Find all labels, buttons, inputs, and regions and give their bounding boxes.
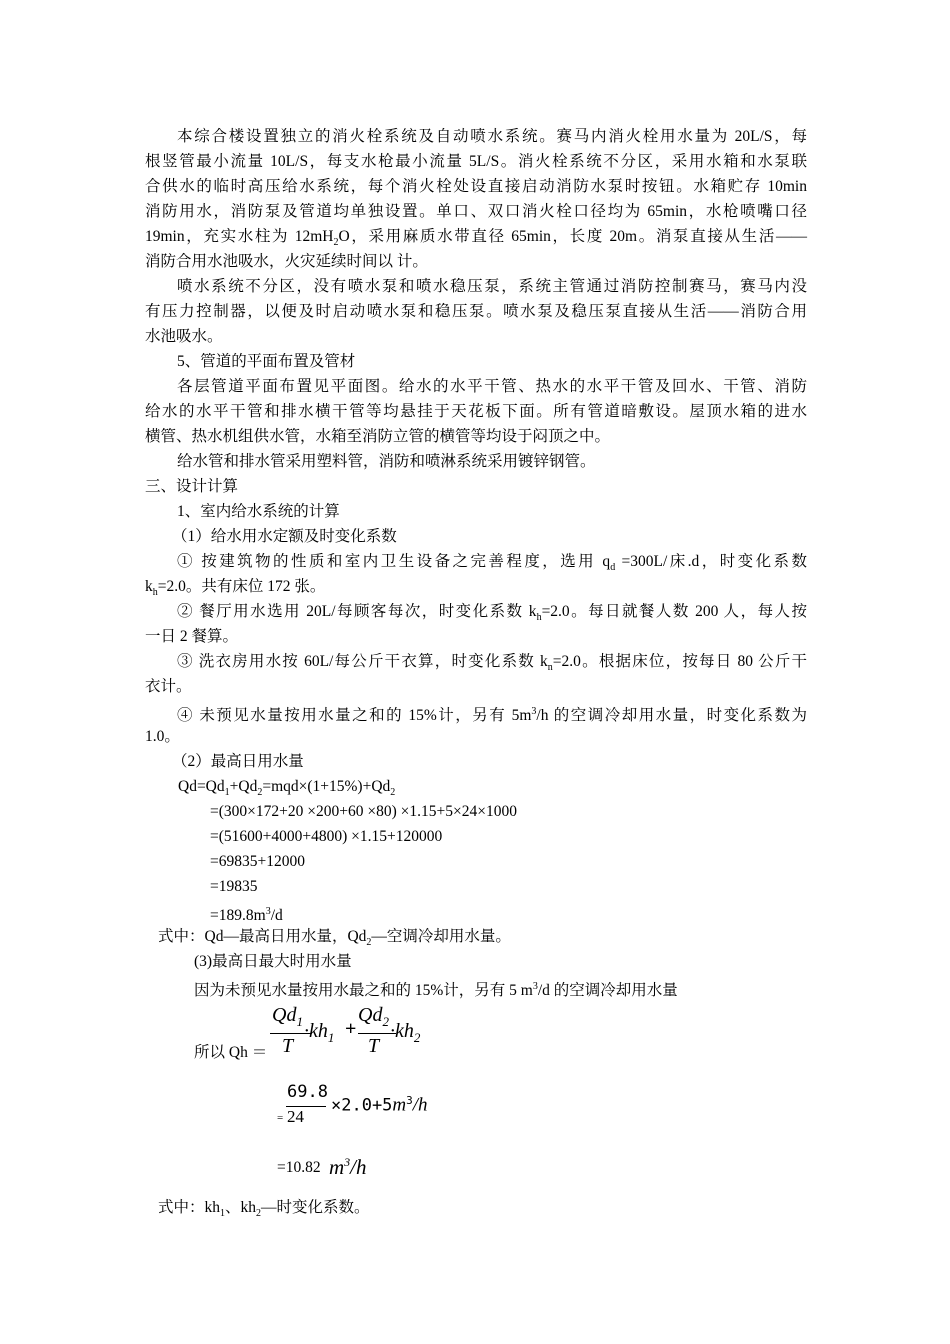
fraction-numerator: $Qd_2$ — [358, 1004, 389, 1029]
chapter-heading-3: 三、设计计算 — [145, 478, 239, 495]
equation-line-5: =19835 — [210, 878, 258, 895]
item-1-line-1: ① 按建筑物的性质和室内卫生设备之完善程度，选用 $q_d =300L/$床.d，时变化系数 — [177, 553, 807, 574]
paragraph-3-line-2: 给水的水平干管和排水横干管等均悬挂于天花板下面。所有管道暗敷设。屋顶水箱的进水 — [145, 403, 807, 420]
item-2-line-1: ② 餐厅用水选用 20L/每顾客每次，时变化系数 $k_h=2.0$。每日就餐人数 200 人，每人按 — [177, 603, 807, 624]
paragraph-1-line-2: 根竖管最小流量 10L/S，每支水枪最小流量 5L/S。消火栓系统不分区，采用水箱和水泵联 — [145, 153, 807, 170]
fraction-denominator: T — [282, 1035, 294, 1057]
plus-text: + — [345, 1018, 357, 1040]
equation-note-2: 式中：$kh_1$、$kh_2—$时变化系数。 — [158, 1199, 370, 1220]
item-2-line-2: 一日 2 餐算。 — [145, 628, 239, 645]
subsection-heading-3: (3)最高日最大时用水量 — [194, 953, 352, 970]
item-1-line-2: $k_h=2.0$。共有床位 172 张。 — [145, 578, 326, 599]
equation-line-4: =69835+12000 — [210, 853, 305, 870]
formula-result — [277, 1155, 417, 1185]
paragraph-2-line-3: 水池吸水。 — [145, 328, 223, 345]
paragraph-2-line-1: 喷水系统不分区，没有喷水泵和喷水稳压泵，系统主管通过消防控制赛马，赛马内没 — [177, 278, 807, 295]
plus-sign — [345, 1018, 359, 1048]
paragraph-1-line-3: 合供水的临时高压给水系统，每个消火栓处设直接启动消防水泵时按钮。水箱贮存 10min — [145, 178, 807, 195]
subsection-heading-1: （1）给水用水定额及时变化系数 — [172, 528, 397, 545]
paragraph-4: 给水管和排水管采用塑料管，消防和喷淋系统采用镀锌钢管。 — [177, 453, 596, 470]
equation-line-6: $=189.8m^3/d$ — [210, 906, 283, 925]
kh2-text: $\cdot kh_2$ — [390, 1020, 421, 1045]
item-3-line-2: 衣计。 — [145, 678, 192, 695]
item-4-line-1: ④ 未预见水量按用水量之和的 15%计，另有 $5m^3/h$ 的空调冷却用水量，时变化系数为 — [177, 706, 807, 725]
formula-tail: $\times 2.0+5m^3/h$ — [331, 1094, 428, 1116]
kh1-text: $\cdot kh_1$ — [304, 1020, 335, 1045]
section-heading-3-1: 1、室内给水系统的计算 — [177, 503, 340, 520]
paragraph-1-line-1: 本综合楼设置独立的消火栓系统及自动喷水系统。赛马内消火栓用水量为 20L/S，每 — [177, 128, 807, 145]
paragraph-3-line-3: 横管、热水机组供水管，水箱至消防立管的横管等均设于闷顶之中。 — [145, 428, 611, 445]
section-heading-5: 5、管道的平面布置及管材 — [177, 353, 356, 370]
paragraph-2-line-2: 有压力控制器，以便及时启动喷水泵和稳压泵。喷水泵及稳压泵直接从生活——消防合用 — [145, 303, 807, 320]
paragraph-5: 因为未预见水量按用水最之和的 15%计，另有 5 $m^3/d$ 的空调冷却用水量 — [194, 981, 678, 1000]
qh-label: 所以 Qh ＝ — [194, 1044, 268, 1061]
equals-sign: = — [277, 1112, 284, 1124]
equation-line-2: =(300×172+20 ×200+60 ×80) ×1.15+5×24×1000 — [210, 803, 517, 820]
result-value: =10.82 — [277, 1159, 321, 1176]
equation-line-3: =(51600+4000+4800) ×1.15+120000 — [210, 828, 443, 845]
fraction-numerator: $Qd_1$ — [272, 1004, 303, 1029]
item-3-line-1: ③ 洗衣房用水按 60L/每公斤干衣算，时变化系数 $k_n=2.0$。根据床位，按每日 80 公斤干 — [177, 653, 807, 674]
kh2-term — [390, 1020, 450, 1050]
paragraph-1-line-6: 消防合用水池吸水，火灾延续时间以 计。 — [145, 253, 428, 270]
paragraph-3-line-1: 各层管道平面布置见平面图。给水的水平干管、热水的水平干管及回水、干管、消防 — [177, 378, 807, 395]
subsection-heading-2: （2）最高日用水量 — [172, 753, 304, 770]
fraction-numerator: 69.8 — [287, 1082, 328, 1102]
fraction-denominator: 24 — [287, 1107, 304, 1126]
equation-line-1: $Qd=Qd_1+Qd_2=mqd\times(1+15\%)+Qd_2$ — [178, 778, 396, 799]
item-4-line-2: 1.0。 — [145, 728, 180, 745]
fraction-denominator: T — [368, 1035, 380, 1057]
paragraph-1-line-5: 19min，充实水柱为 $12mH_2O$，采用麻质水带直径 65min，长度 20m。消泵直接从生活—— — [145, 228, 807, 249]
equation-note-1: 式中：Qd—最高日用水量，$Qd_2—$空调冷却用水量。 — [158, 928, 511, 949]
result-unit: $m^3/h$ — [329, 1155, 367, 1179]
paragraph-1-line-4: 消防用水，消防泵及管道均单独设置。单口、双口消火栓口径均为 65min，水枪喷嘴口径 — [145, 203, 807, 220]
formula-substitution — [277, 1082, 467, 1142]
